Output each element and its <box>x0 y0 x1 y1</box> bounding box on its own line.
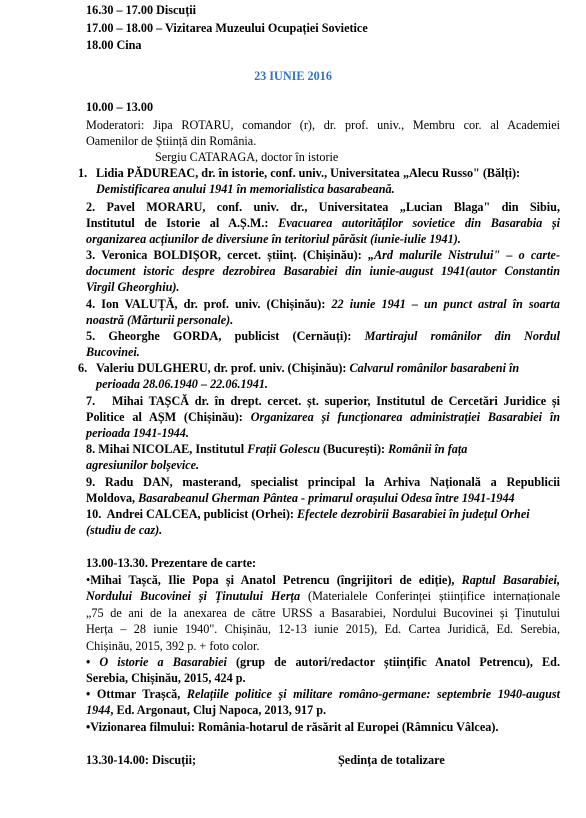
paper-title-line: organizarea acțiunilor de diversiune în teritoriul părăsit (iunie-iulie 1941). <box>86 232 461 246</box>
paper-title-line: Moldova, Basarabeanul Gherman Pântea - primarul orașului Odesa între 1941-1944 <box>86 491 515 505</box>
paper-author-line: 9. Radu DAN, masterand, specialist principal la Arhiva Națională a Republicii <box>86 475 561 489</box>
moderators-line-1: Moderatori: Jipa ROTARU, comandor (r), dr. prof. univ., Membru cor. al Academiei <box>86 118 560 132</box>
book-line: • O istorie a Basarabiei (grup de autori/redactor științific Anatol Petrencu), Ed. <box>86 655 560 669</box>
paper-author-line: 8. Mihai NICOLAE, Institutul Frații Golescu (București): Românii în fața <box>86 442 468 456</box>
paper-number: 3. <box>86 248 96 262</box>
bullet: • <box>86 687 91 701</box>
paper-title-line: perioada 28.06.1940 – 22.06.1941. <box>96 377 268 391</box>
bullet: • <box>86 573 91 587</box>
paper-number: 9. <box>86 475 96 489</box>
paper-author-line: Valeriu DULGHERU, dr. prof. univ. (Chișinău): Calvarul românilor basarabeni în <box>96 361 520 375</box>
closing-discussions: 13.30-14.00: Discuții; <box>86 753 197 767</box>
books-heading: 13.00-13.30. Prezentare de carte: <box>86 556 257 570</box>
paper-author-line: 10. Andrei CALCEA, publicist (Orhei): Efectele dezrobirii Basarabiei în județul Orhei <box>86 507 530 521</box>
book-line: Serebia, Chișinău, 2015, 424 p. <box>86 671 246 685</box>
paper-title-line: document istoric despre dezrobirea Basarabiei din iunie-august 1941(autor Constantin <box>86 264 560 278</box>
closing-session: Ședința de totalizare <box>338 753 445 767</box>
paper-title-line: agresiunilor bolșevice. <box>86 458 200 472</box>
paper-title-line: Institutul de Istorie al A.Ș.M.: Evacuarea autorităților sovietice din Basarabia și <box>86 216 560 230</box>
paper-title-line: Bucovinei. <box>86 345 140 359</box>
paper-number: 1. <box>78 166 88 180</box>
moderators-line-2: Oamenilor de Știință din România. <box>86 134 257 148</box>
schedule-line-discussions: 16.30 – 17.00 Discuții <box>86 3 197 17</box>
paper-author-line: 4. Ion VALUȚĂ, dr. prof. univ. (Chișinău): 22 iunie 1941 – un punct astral în soarta <box>86 297 561 311</box>
book-line: 1944, Ed. Argonaut, Cluj Napoca, 2013, 917 p. <box>86 703 327 717</box>
moderators-line-3: Sergiu CATARAGA, doctor în istorie <box>155 150 339 164</box>
paper-number: 6. <box>78 361 88 375</box>
schedule-line-museum-visit: 17.00 – 18.00 – Vizitarea Muzeului Ocupației Sovietice <box>86 21 368 35</box>
book-line: • Ottmar Trașcă, Relațiile politice și militare româno-germane: septembrie 1940-august <box>86 687 561 701</box>
book-line: „75 de ani de la anexarea de către URSS a Basarabiei, Nordului Bucovinei și Ținutului <box>86 606 560 620</box>
paper-author-line: 2. Pavel MORARU, conf. univ. dr., Universitatea „Lucian Blaga" din Sibiu, <box>86 200 561 214</box>
bullet: • <box>86 720 91 734</box>
paper-title-line: Demistificarea anului 1941 în memorialistica basarabeană. <box>96 182 395 196</box>
paper-title-line: (studiu de caz). <box>86 523 163 537</box>
paper-number: 2. <box>86 200 96 214</box>
book-line: Nordului Bucovinei și Ținutului Herța (Materialele Conferinței științifice internaționale <box>86 589 560 603</box>
paper-title-line: Politice al AȘM (Chișinău): Organizarea și funcționarea administrației Basarabiei în <box>86 410 561 424</box>
book-line: Chișinău, 2015, 392 p. + foto color. <box>86 639 260 653</box>
paper-author-line: 5. Gheorghe GORDA, publicist (Cernăuți): Martirajul românilor din Nordul <box>86 329 560 343</box>
paper-author-line: Mihai TAȘCĂ dr. în drept. cercet. șt. superior, Institutul de Cercetări Juridice și <box>112 394 560 408</box>
paper-title-line: Virgil Gheorghiu). <box>86 280 180 294</box>
paper-number: 7. <box>86 394 96 408</box>
schedule-line-dinner: 18.00 Cina <box>86 38 142 52</box>
book-line: •Mihai Tașcă, Ilie Popa și Anatol Petrencu (îngrijitori de ediție), Raptul Basarabiei, <box>86 573 560 587</box>
paper-number: 4. <box>86 297 96 311</box>
book-line: Herța – 28 iunie 1940". Chișinău, 12-13 iunie 2015), Ed. Cartea Juridică, Ed. Serebia, <box>86 622 560 636</box>
paper-author-line: Lidia PĂDUREAC, dr. în istorie, conf. univ., Universitatea „Alecu Russo" (Bălți): <box>96 166 521 180</box>
bullet: • <box>86 655 91 669</box>
paper-number: 10. <box>86 507 102 521</box>
session-time: 10.00 – 13.00 <box>86 100 154 114</box>
paper-number: 5. <box>86 329 96 343</box>
paper-number: 8. <box>86 442 96 456</box>
book-line: •Vizionarea filmului: România-hotarul de răsărit al Europei (Râmnicu Vâlcea). <box>86 720 499 734</box>
paper-author-line: 3. Veronica BOLDIȘOR, cercet. științ. (Chișinău): „Ard malurile Nistrului" – o carte- <box>86 248 560 262</box>
paper-title-line: perioada 1941-1944. <box>86 426 189 440</box>
date-heading: 23 IUNIE 2016 <box>254 69 332 83</box>
paper-title-line: noastră (Mărturii personale). <box>86 313 234 327</box>
